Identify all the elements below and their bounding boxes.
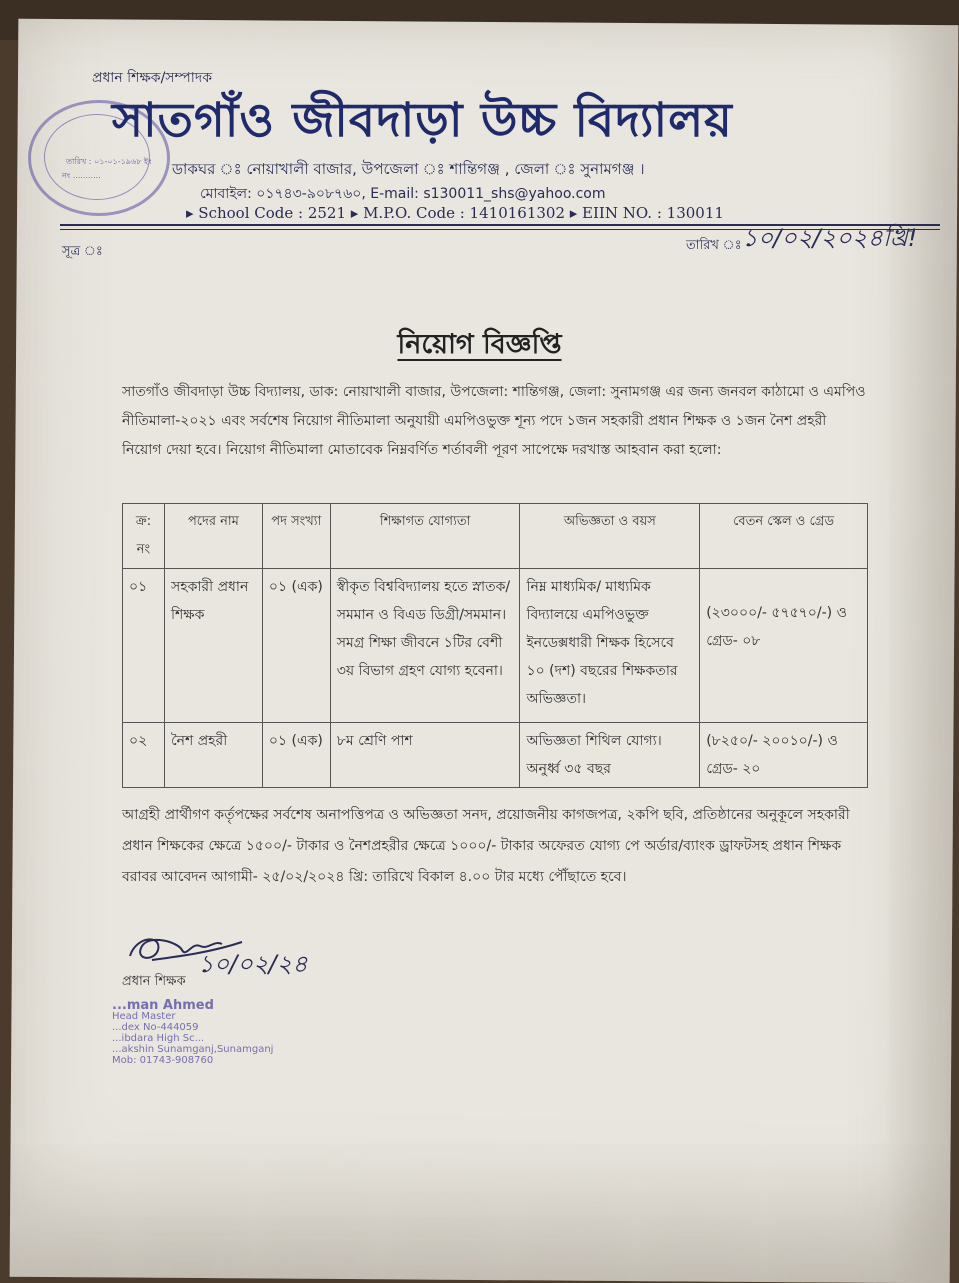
table-header-row: [123, 504, 868, 569]
cell-serial: ০২: [123, 723, 165, 788]
date-label: তারিখ ঃ: [686, 238, 742, 253]
cell-serial: ০১: [123, 569, 165, 723]
cell-post-count: ০১ (এক): [262, 569, 330, 723]
header-post-name: পদের নাম: [164, 504, 262, 569]
header-qualification: শিক্ষাগত যোগ্যতা: [330, 504, 520, 569]
school-codes: ▸ School Code : 2521 ▸ M.P.O. Code : 1410161302 ▸ EIIN NO. : 130011: [186, 204, 724, 222]
reference-label: সূত্র ঃ: [62, 244, 103, 259]
posts-table: [122, 503, 868, 788]
stamp-name: ...man Ahmed: [112, 998, 214, 1013]
table-row: [123, 723, 868, 788]
cell-experience: অভিজ্ঞতা শিথিল যোগ্য। অনুর্ধ্ব ৩৫ বছর: [520, 723, 700, 788]
stamp-title: Head Master: [112, 1011, 176, 1022]
date-value: ১০/০২/২০২৪খ্রি!: [742, 224, 918, 252]
stamp-index: ...dex No-444059: [112, 1022, 199, 1033]
seal-text-number: নং ...........: [62, 171, 101, 180]
stamp-mobile: Mob: 01743-908760: [112, 1055, 214, 1066]
cell-pay-scale: (২৩০০০/- ৫৭৫৭০/-) ও গ্রেড- ০৮: [700, 569, 868, 723]
cell-experience: নিম্ন মাধ্যমিক/ মাধ্যমিক বিদ্যালয়ে এমপিওভুক্ত ইনডেক্সধারী শিক্ষক হিসেবে ১০ (দশ) বছরের শিক্ষকতার অভিজ্ঞতা।: [520, 569, 700, 723]
application-instructions: আগ্রহী প্রার্থীগণ কর্তৃপক্ষের সর্বশেষ অনাপত্তিপত্র ও অভিজ্ঞতা সনদ, প্রয়োজনীয় কাগজপত্র, ২কপি ছবি, প্রতিষ্ঠানের অনুকূলে সহকারী প্রধান শিক্ষকের ক্ষেত্রে ১৫০০/- টাকার ও নৈশপ্রহরীর ক্ষেত্রে ১০০০/- টাকার অফেরত যোগ্য পে অর্ডার/ব্যাংক ড্রাফটসহ প্রধান শিক্ষক বরাবর আবেদন আগামী- ২৫/০২/২০২৪ খ্রি: তারিখে বিকাল ৪.০০ টার মধ্যে পৌঁছাতে হবে।: [122, 807, 850, 885]
signature-role: প্রধান শিক্ষক: [122, 974, 186, 989]
stamp-school: ...ibdara High Sc...: [112, 1033, 205, 1044]
school-address: ডাকঘর ঃ নোয়াখালী বাজার, উপজেলা ঃ শান্তিগঞ্জ , জেলা ঃ সুনামগঞ্জ ।: [172, 160, 645, 178]
header-pay-scale: বেতন স্কেল ও গ্রেড: [700, 504, 868, 569]
school-contact: মোবাইল: ০১৭৪৩-৯০৮৭৬০, E-mail: s130011_shs@yahoo.com: [200, 186, 606, 202]
header-experience-age: অভিজ্ঞতা ও বয়স: [520, 504, 700, 569]
cell-qualification: স্বীকৃত বিশ্ববিদ্যালয় হতে স্নাতক/সমমান ও বিএড ডিগ্রী/সমমান। সমগ্র শিক্ষা জীবনে ১টির বেশী ৩য় বিভাগ গ্রহণ যোগ্য হবেনা।: [330, 569, 520, 723]
stamp-place: ...akshin Sunamganj,Sunamganj: [112, 1044, 274, 1055]
notice-title: নিয়োগ বিজ্ঞপ্তি: [397, 329, 562, 360]
notice-body: সাতগাঁও জীবদাড়া উচ্চ বিদ্যালয়, ডাক: নোয়াখালী বাজার, উপজেলা: শান্তিগঞ্জ, জেলা: সুনামগঞ্জ এর জন্য জনবল কাঠামো ও এমপিও নীতিমালা-২০২১ এবং সর্বশেষ নিয়োগ নীতিমালা অনুযায়ী এমপিওভুক্ত শূন্য পদে ১জন সহকারী প্রধান শিক্ষক ও ১জন নৈশ প্রহরী নিয়োগ দেয়া হবে। নিয়োগ নীতিমালা মোতাবেক নিম্নবর্ণিত শর্তাবলী পূরণ সাপেক্ষে দরখাস্ত আহবান করা হলো:: [122, 384, 866, 458]
header-serial: ক্র: নং: [123, 504, 165, 569]
cell-post-count: ০১ (এক): [262, 723, 330, 788]
header-role: প্রধান শিক্ষক/সম্পাদক: [92, 70, 212, 86]
signature-date: ১০/০২/২৪: [198, 950, 308, 978]
headmaster-stamp: [112, 1000, 273, 1066]
cell-post-name: নৈশ প্রহরী: [164, 723, 262, 788]
table-row: [123, 569, 868, 723]
cell-post-name: সহকারী প্রধান শিক্ষক: [164, 569, 262, 723]
school-name: সাতগাঁও জীবদাড়া উচ্চ বিদ্যালয়: [112, 93, 733, 148]
seal-text-date: তারিখ : ০১-০১-১৯৬৮ ইং: [66, 157, 152, 166]
header-post-count: পদ সংখ্যা: [262, 504, 330, 569]
cell-pay-scale: (৮২৫০/- ২০০১০/-) ও গ্রেড- ২০: [700, 723, 868, 788]
cell-qualification: ৮ম শ্রেণি পাশ: [330, 723, 520, 788]
